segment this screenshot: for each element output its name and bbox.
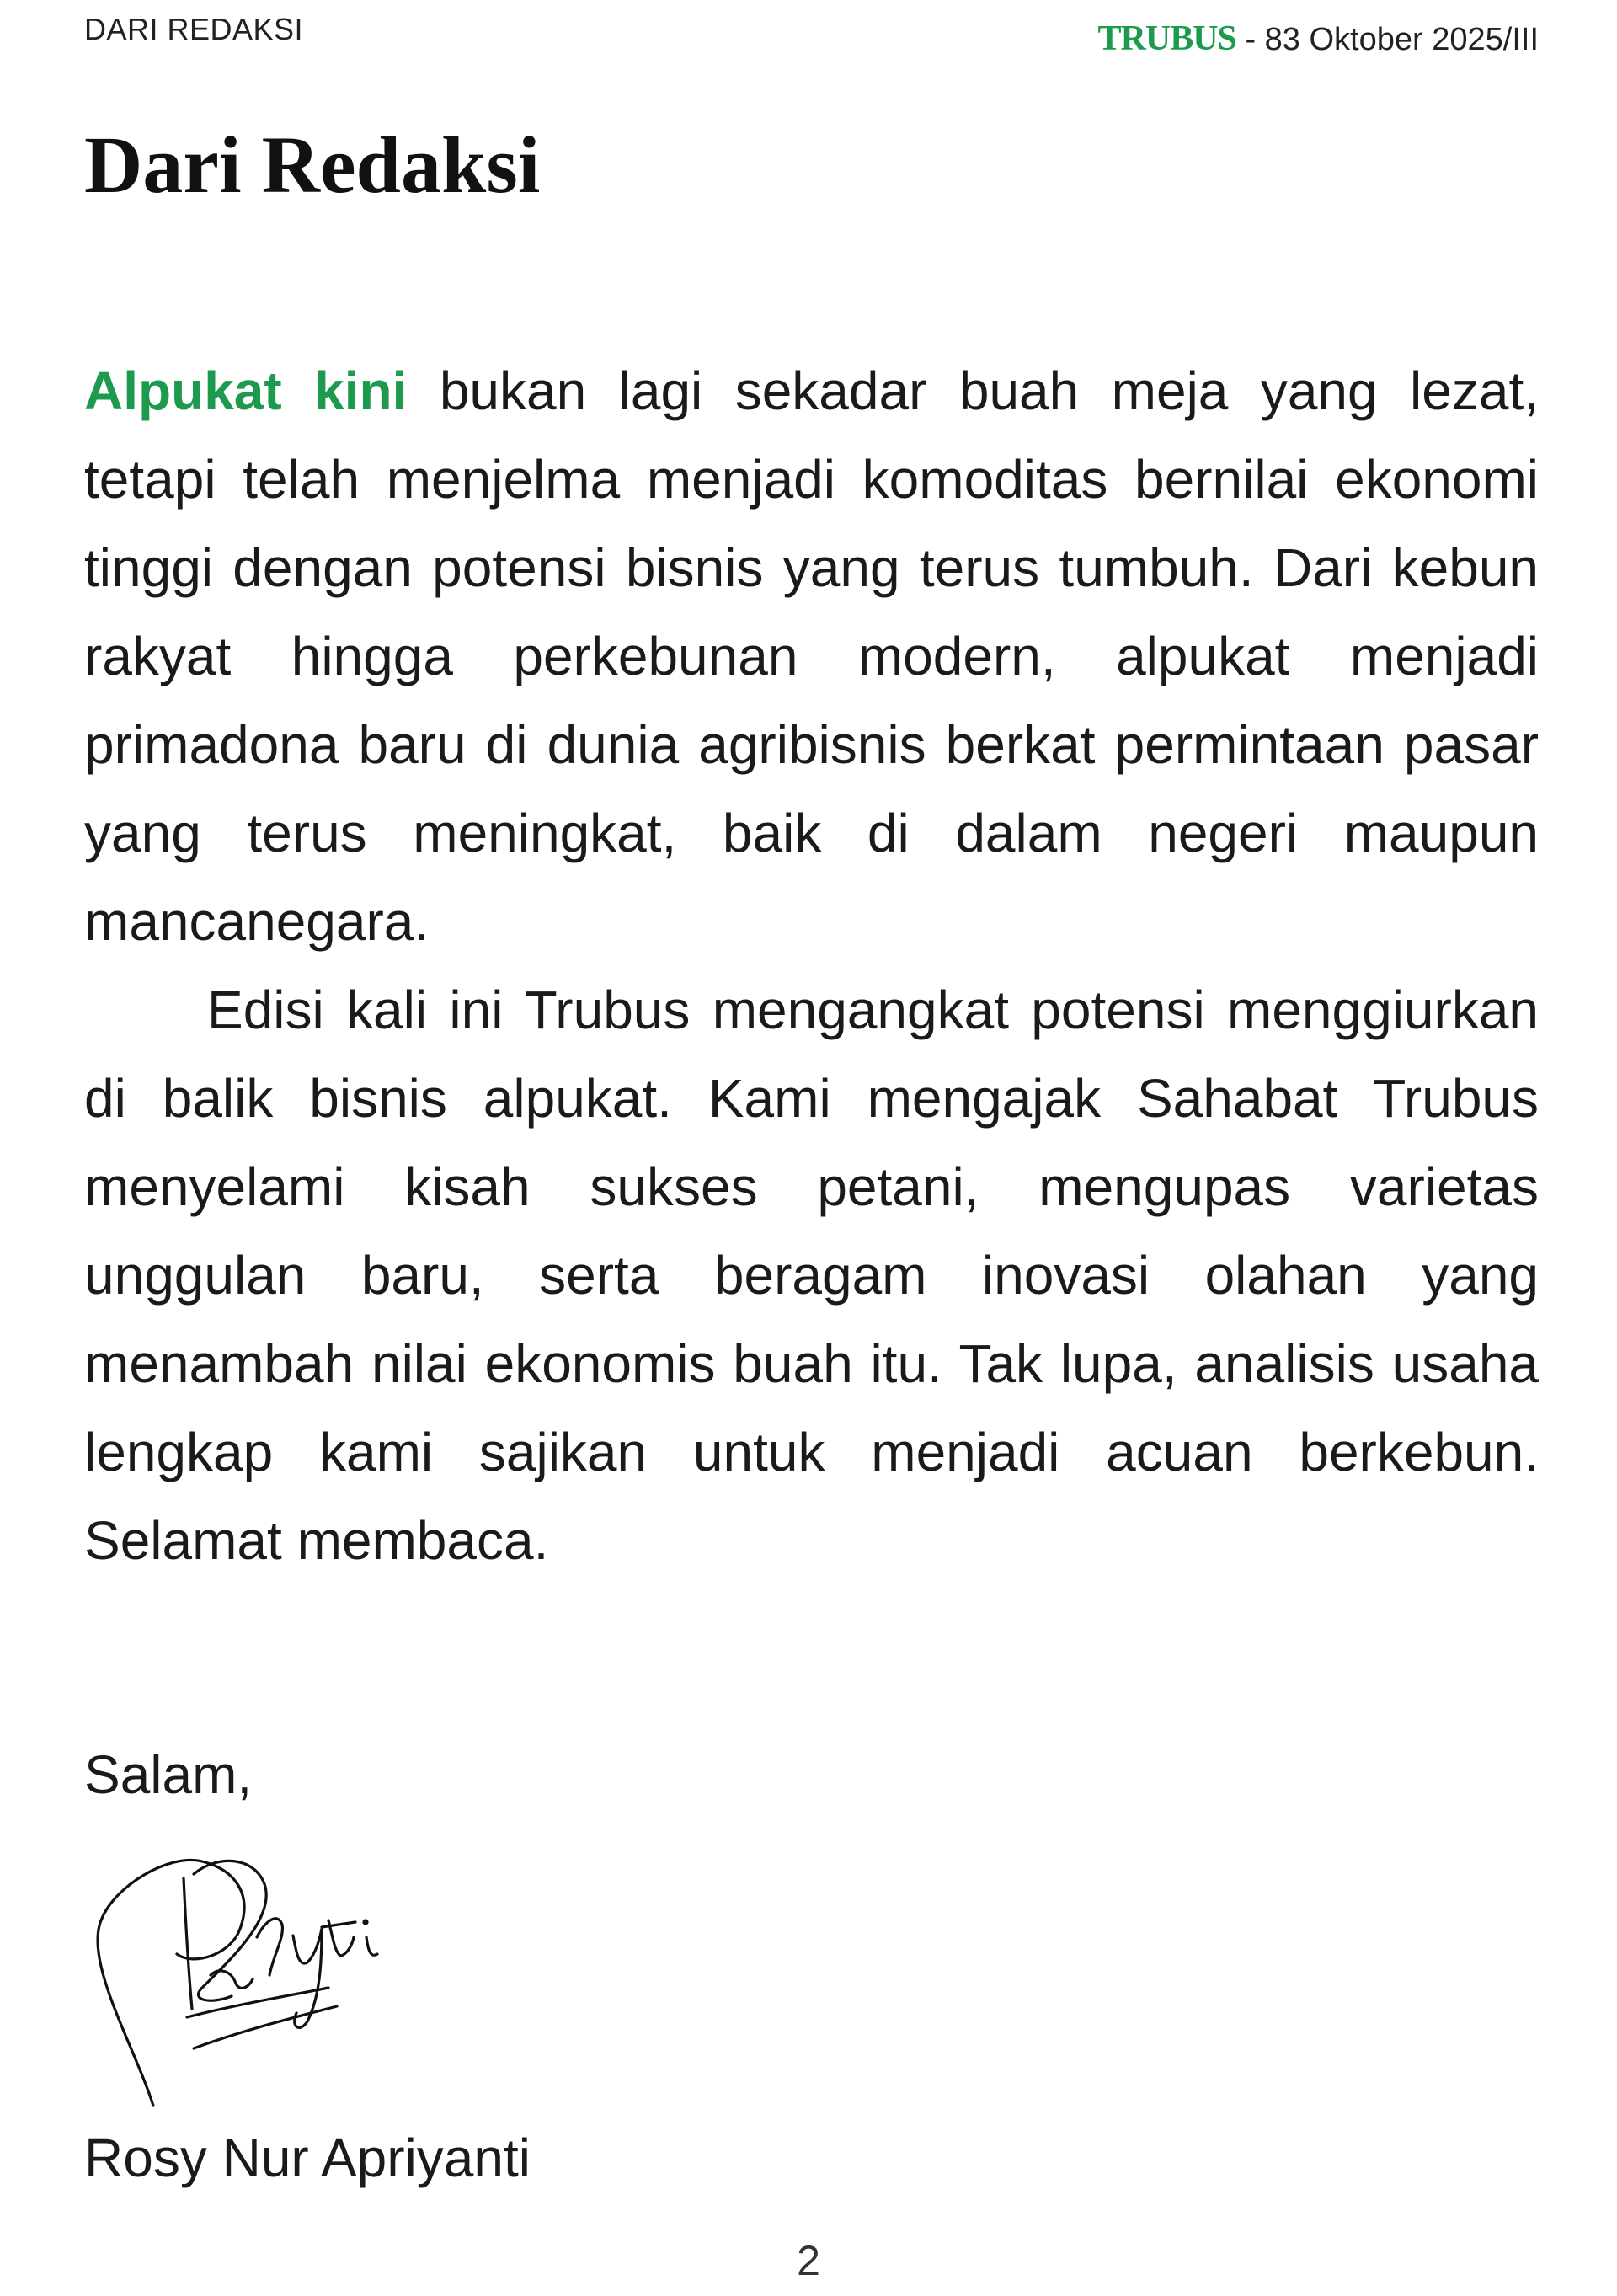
paragraph-1 (84, 347, 1539, 966)
editorial-article (84, 347, 1539, 1585)
section-label: DARI REDAKSI (84, 12, 304, 46)
lead-phrase: Alpukat kini (84, 360, 408, 421)
issue-info (1098, 19, 1539, 59)
brand-logo: TRUBUS (1097, 19, 1236, 58)
issue-date: - 83 Oktober 2025/III (1235, 22, 1539, 57)
page-title: Dari Redaksi (84, 120, 541, 210)
paragraph-1-text: bukan lagi sekadar buah meja yang lezat, tetapi telah menjelma menjadi komoditas bernilai ekonomi tinggi dengan potensi bisnis yang terus tumbuh. Dari kebun rakyat hingga perkebunan modern, alpukat menjadi primadona baru di dunia agribisnis berkat permintaan pasar yang terus meningkat, baik di dalam negeri maupun mancanegara. (84, 360, 1540, 952)
author-name: Rosy Nur Apriyanti (84, 2128, 531, 2188)
salutation: Salam, (84, 1744, 253, 1805)
signature-image (76, 1828, 430, 2122)
page-number: 2 (797, 2237, 820, 2284)
paragraph-2: Edisi kali ini Trubus mengangkat potensi menggiurkan di balik bisnis alpukat. Kami mengajak Sahabat Trubus menyelami kisah sukses petani, mengupas varietas unggulan baru, serta beragam inovasi olahan yang menambah nilai ekonomis buah itu. Tak lupa, analisis usaha lengkap kami sajikan untuk menjadi acuan berkebun. Selamat membaca. (84, 980, 1539, 1571)
